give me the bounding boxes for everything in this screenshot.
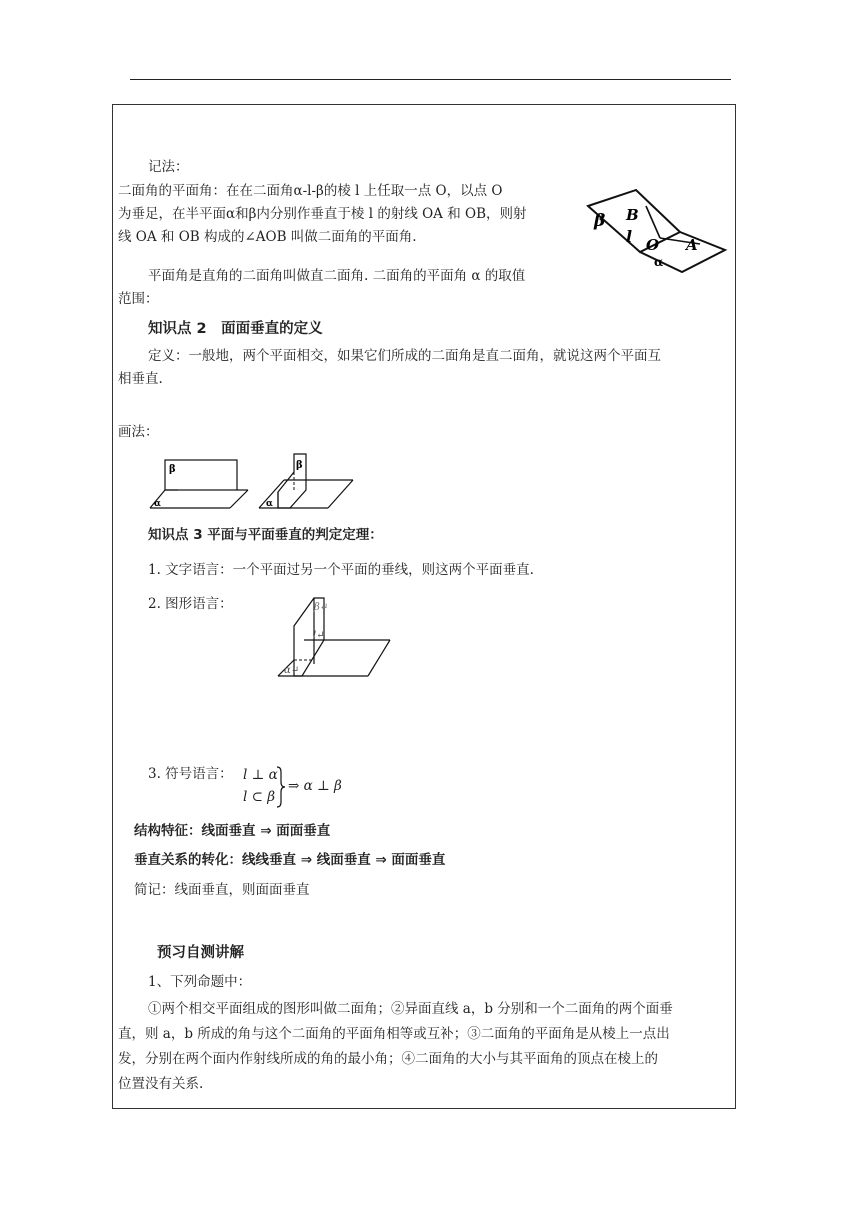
plane-angle-line-2: 为垂足，在半平面α和β内分别作垂直于棱 l 的射线 OA 和 OB，则射 (118, 206, 527, 222)
preview-paragraph-line-3: 发，分别在两个面内作射线所成的角的最小角；④二面角的大小与其平面角的顶点在棱上的 (118, 1051, 658, 1067)
drawing-label: 画法： (118, 424, 159, 440)
kp2-def-line-1: 定义：一般地，两个平面相交，如果它们所成的二面角是直二面角，就说这两个平面互 (148, 348, 661, 364)
dihedral-angle-figure (580, 180, 730, 270)
short-note: 简记：线面垂直，则面面垂直 (134, 882, 310, 898)
symbolic-condition-2: l ⊂ β (243, 789, 276, 805)
kp2-def-line-2: 相垂直. (118, 371, 163, 387)
kp3-item-2: 2. 图形语言： (148, 596, 233, 612)
fig2-right-beta-label: β (296, 460, 303, 471)
fig2-left-alpha-label: α (154, 499, 161, 509)
fig2-right-alpha-label: α (266, 499, 273, 509)
fig2-left-beta-label: β (169, 464, 176, 475)
fig3-l-label: l↵ (313, 630, 325, 641)
notation-label: 记法： (148, 159, 189, 175)
fig1-beta-label: β (594, 211, 606, 231)
fig1-alpha-label: α (654, 255, 664, 269)
preview-paragraph-line-2: 直，则 a，b 所成的角与这个二面角的平面角相等或互补；③二面角的平面角是从棱上一点出 (118, 1026, 670, 1042)
perpendicular-planes-figure (148, 450, 368, 515)
plane-angle-line-3: 线 OA 和 OB 构成的∠AOB 叫做二面角的平面角. (118, 229, 417, 245)
fig1-l-label: l (626, 227, 633, 246)
preview-question-1: 1、下列命题中： (148, 974, 252, 990)
preview-paragraph-line-1: ①两个相交平面组成的图形叫做二面角；②异面直线 a，b 分别和一个二面角的两个面垂 (148, 1001, 673, 1017)
fig1-o-label: O (646, 236, 660, 254)
preview-title: 预习自测讲解 (157, 945, 244, 961)
kp3-item-3: 3. 符号语言： (148, 766, 233, 782)
fig3-alpha-label: α↵ (284, 665, 300, 676)
preview-paragraph-line-4: 位置没有关系. (118, 1076, 204, 1092)
fig1-b-label: B (626, 206, 639, 224)
kp3-title: 知识点 3 平面与平面垂直的判定定理： (148, 527, 383, 543)
symbolic-result: ⇒ α ⊥ β (288, 778, 342, 794)
relation-transform: 垂直关系的转化：线线垂直 ⇒ 线面垂直 ⇒ 面面垂直 (134, 852, 446, 868)
right-dihedral-line-2: 范围： (118, 291, 159, 307)
fig1-a-label: A (686, 236, 698, 254)
right-dihedral-line-1: 平面角是直角的二面角叫做直二面角. 二面角的平面角 α 的取值 (148, 268, 526, 284)
brace-symbol (276, 766, 286, 808)
fig3-beta-label: β↵ (314, 602, 329, 613)
header-rule (130, 79, 731, 80)
kp2-title: 知识点 2 面面垂直的定义 (148, 321, 323, 337)
theorem-figure (270, 590, 410, 680)
structure-feature: 结构特征：线面垂直 ⇒ 面面垂直 (134, 823, 331, 839)
plane-angle-line-1: 二面角的平面角：在在二面角α-l-β的棱 l 上任取一点 O，以点 O (118, 183, 503, 199)
kp3-item-1: 1. 文字语言：一个平面过另一个平面的垂线，则这两个平面垂直. (148, 562, 534, 578)
symbolic-condition-1: l ⊥ α (243, 767, 278, 783)
